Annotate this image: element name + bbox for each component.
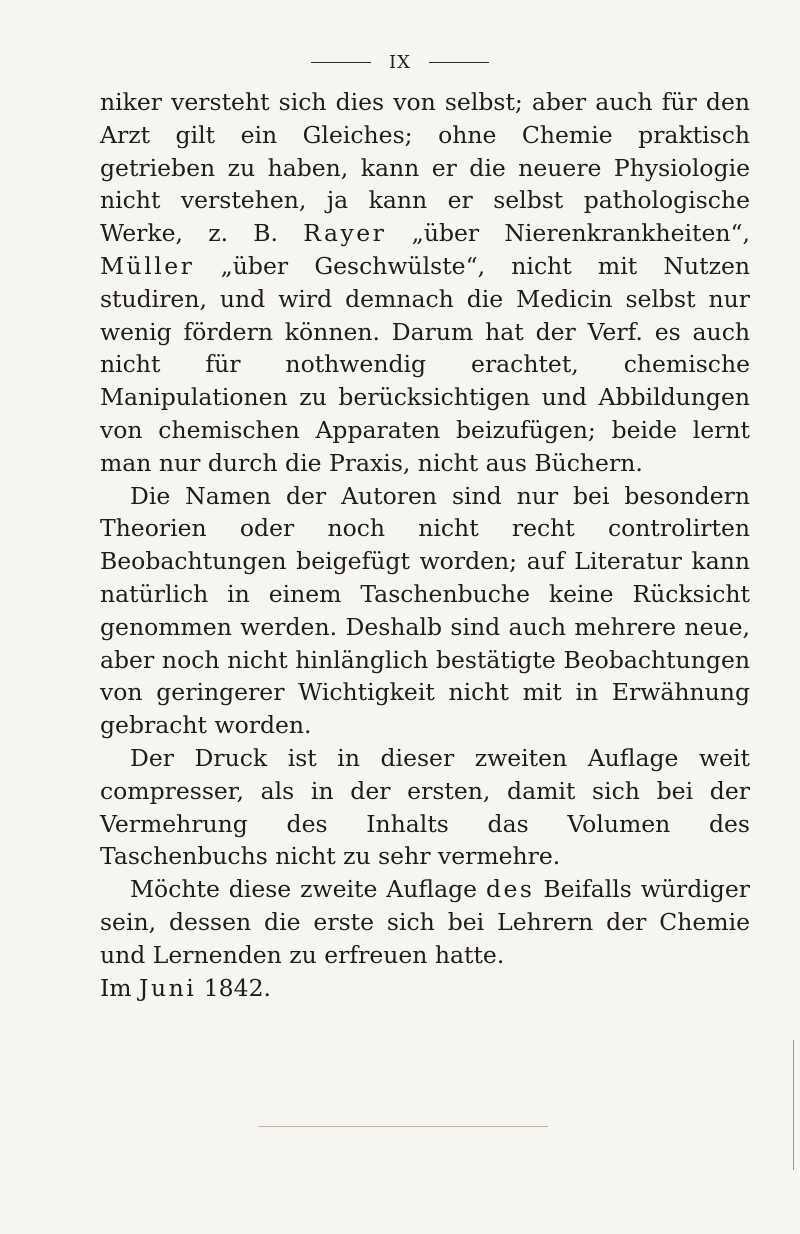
author-name-mueller: Müller: [100, 251, 195, 280]
paragraph-2: Die Namen der Autoren sind nur bei besondern Theorien oder noch nicht recht controlirten Beobachtungen beigefügt worden; auf Literatur kann natürlich in einem Taschenbuche keine Rücksicht genommen werden. Deshalb sind auch mehrere neue, aber noch nicht hinlänglich bestätigte Beobachtungen von geringerer Wichtigkeit nicht mit in Erwähnung gebracht worden.: [100, 481, 750, 740]
header-rule-right: [429, 62, 489, 63]
paragraph-4-spaced-word: des: [485, 875, 535, 904]
date-line: [100, 972, 750, 1005]
page-body: [100, 86, 750, 1004]
date-prefix: Im: [100, 973, 140, 1002]
paragraph-1-text-c: „über Geschwülste“, nicht mit Nutzen studiren, und wird demnach die Medicin selbst nur wenig fördern können. Darum hat der Verf. es auch nicht für nothwendig erachtet, chemische Manipulationen zu berücksichtigen und Abbildungen von chemischen Apparaten beizufügen; beide lernt man nur durch die Praxis, nicht aus Büchern.: [100, 251, 750, 477]
page-edge-mark: [793, 1040, 794, 1170]
paragraph-4: [100, 873, 750, 971]
paragraph-4-text-b: Beifalls würdiger sein, dessen die erste sich bei Lehrern der Chemie und Lernenden zu erfreuen hatte.: [100, 875, 750, 969]
date-year: 1842.: [196, 973, 272, 1002]
paragraph-1-text-b: „über Nierenkrankheiten“,: [386, 219, 750, 248]
header-rule-left: [311, 62, 371, 63]
paragraph-3: Der Druck ist in dieser zweiten Auflage weit compresser, als in der ersten, damit sich bei der Vermehrung des Inhalts das Volumen des Taschenbuchs nicht zu sehr vermehre.: [100, 743, 750, 871]
page-number: IX: [389, 52, 411, 73]
footer-rule: [258, 1126, 548, 1127]
paragraph-4-text-a: Möchte diese zweite Auflage: [130, 875, 486, 904]
author-name-rayer: Rayer: [303, 219, 387, 248]
date-month: Juni: [139, 973, 197, 1002]
paragraph-1-text-a: niker versteht sich dies von selbst; aber auch für den Arzt gilt ein Gleiches; ohne Chemie praktisch getrieben zu haben, kann er die neuere Physiologie nicht verstehen, ja kann er selbst pathologische Werke, z. B.: [100, 88, 750, 248]
page-header: [0, 52, 800, 73]
paragraph-1: [100, 86, 750, 480]
